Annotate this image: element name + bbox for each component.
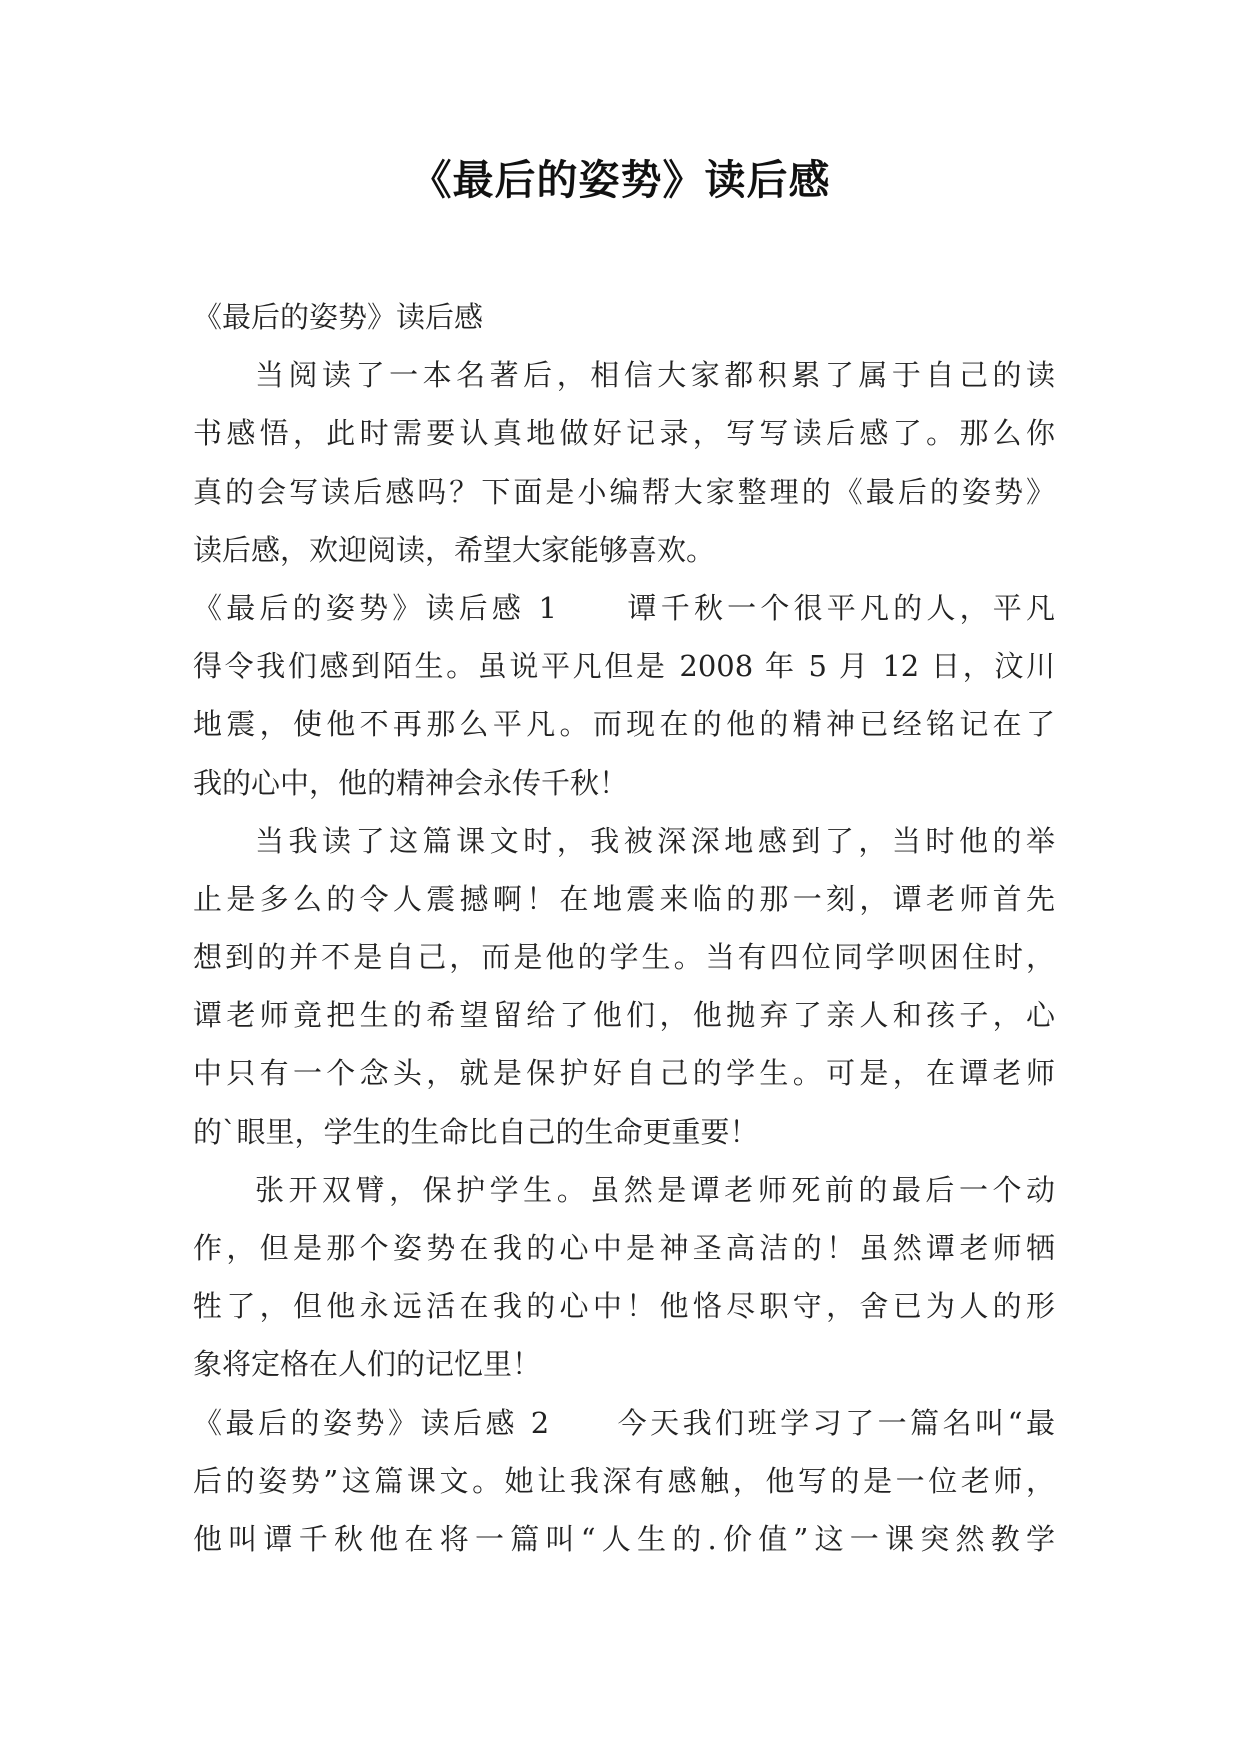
text-line: 书感悟，此时需要认真地做好记录，写写读后感了。那么你: [193, 416, 1055, 451]
text-line: 中只有一个念头，就是保护好自己的学生。可是，在谭老师: [193, 1056, 1055, 1091]
text-line: 的`眼里，学生的生命比自己的生命更重要！: [193, 1114, 759, 1149]
text-line: 《最后的姿势》读后感 1 谭千秋一个很平凡的人，平凡: [193, 590, 1055, 625]
document-body: [193, 288, 1055, 1568]
text-line: 当我读了这篇课文时，我被深深地感到了，当时他的举: [255, 823, 1055, 858]
text-line: 《最后的姿势》读后感 2 今天我们班学习了一篇名叫“最: [193, 1405, 1055, 1440]
text-line: 后的姿势”这篇课文。她让我深有感触，他写的是一位老师，: [193, 1463, 1055, 1498]
text-line: 真的会写读后感吗？下面是小编帮大家整理的《最后的姿势》: [193, 474, 1055, 509]
text-line: 读后感，欢迎阅读，希望大家能够喜欢。: [193, 532, 716, 567]
text-line: 象将定格在人们的记忆里！: [193, 1347, 542, 1382]
text-line: 张开双臂，保护学生。虽然是谭老师死前的最后一个动: [255, 1172, 1055, 1207]
page-title: 《最后的姿势》读后感: [410, 156, 831, 204]
text-line: 地震，使他不再那么平凡。而现在的他的精神已经铭记在了: [193, 707, 1055, 742]
text-line: 得令我们感到陌生。虽说平凡但是 2008 年 5 月 12 日，汶川: [193, 649, 1055, 684]
text-line: 牲了，但他永远活在我的心中！他恪尽职守，舍已为人的形: [193, 1289, 1055, 1324]
text-line: 《最后的姿势》读后感: [193, 300, 484, 334]
text-line: 我的心中，他的精神会永传千秋！: [193, 765, 629, 800]
text-line: 作，但是那个姿势在我的心中是神圣高洁的！虽然谭老师牺: [193, 1231, 1055, 1265]
text-line: 他叫谭千秋他在将一篇叫“人生的.价值”这一课突然教学: [193, 1521, 1055, 1556]
text-line: 谭老师竟把生的希望留给了他们，他抛弃了亲人和孩子，心: [193, 998, 1055, 1033]
text-line: 想到的并不是自己，而是他的学生。当有四位同学呗困住时，: [193, 940, 1055, 975]
text-line: 当阅读了一本名著后，相信大家都积累了属于自己的读: [255, 358, 1055, 393]
text-line: 止是多么的令人震撼啊！在地震来临的那一刻，谭老师首先: [193, 881, 1055, 916]
